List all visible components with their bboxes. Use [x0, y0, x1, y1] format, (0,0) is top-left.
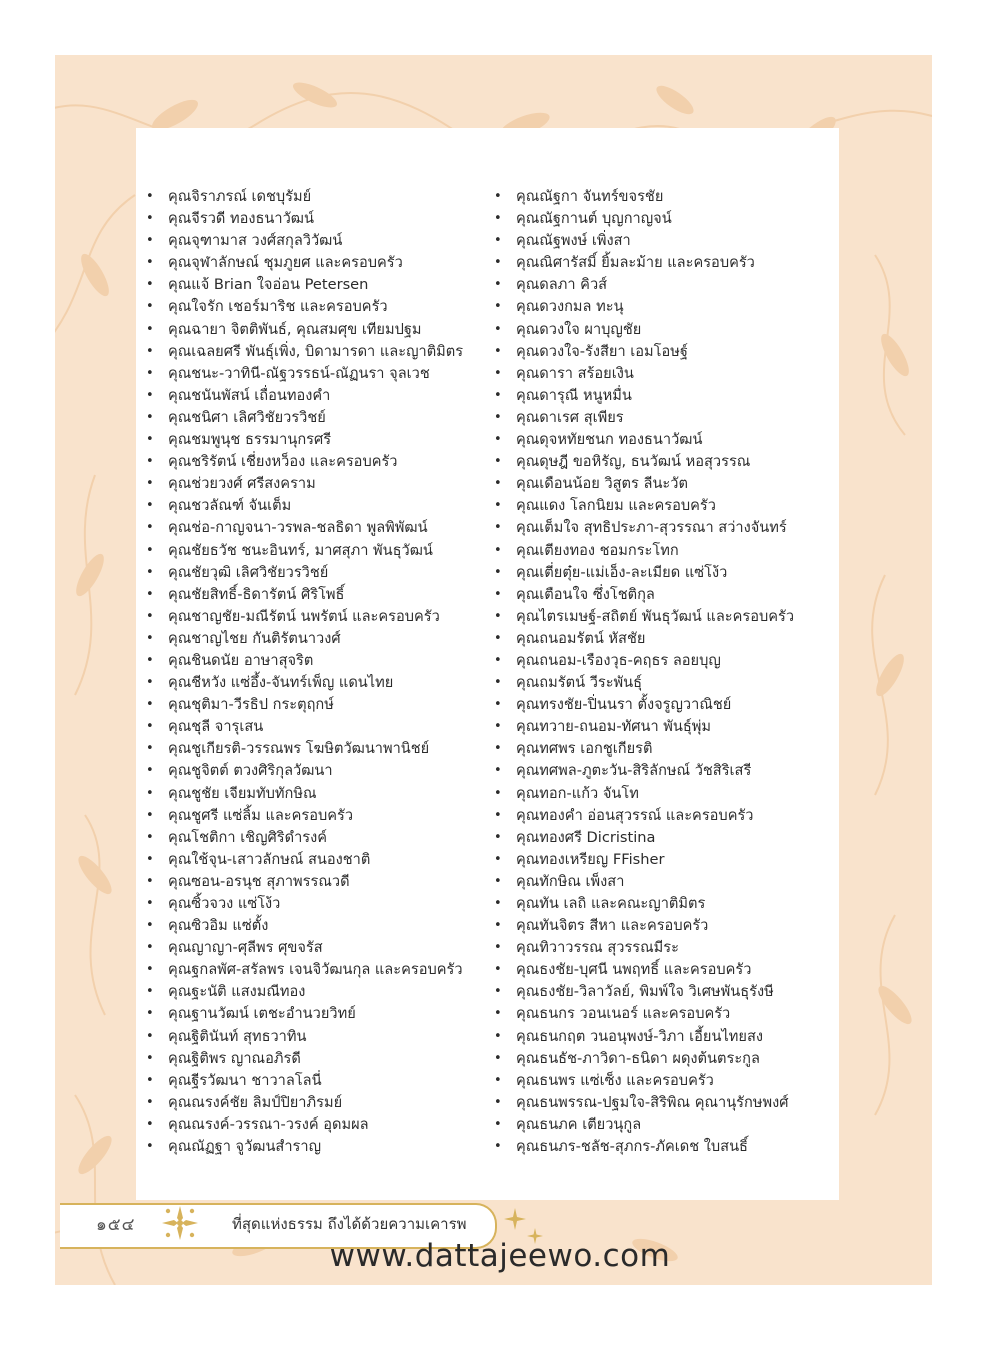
list-item: • คุณธนพรรณ-ปฐมใจ-สิริพิณ คุณานุรักษพงศ์ [494, 1092, 839, 1114]
list-item: • คุณชูชัย เจียมทับทักษิณ [146, 783, 491, 805]
list-item: • คุณธงชัย-บุศนี นพฤทธิ์ และครอบครัว [494, 959, 839, 981]
list-item: • คุณซิ้วจวง แซ่โง้ว [146, 893, 491, 915]
list-item: • คุณทอก-แก้ว จันโท [494, 783, 839, 805]
donor-list-left [146, 186, 491, 1158]
list-item: • คุณดารา สร้อยเงิน [494, 363, 839, 385]
list-item: • คุณโชติกา เชิญศิริดำรงค์ [146, 827, 491, 849]
list-item: • คุณณัฏฐา จูวัฒนสำราญ [146, 1136, 491, 1158]
list-item: • คุณฐะนัติ แสงมณีทอง [146, 981, 491, 1003]
list-item: • คุณธนกฤต วนอนุพงษ์-วิภา เอี้ยนไทยสง [494, 1026, 839, 1048]
list-item: • คุณณัฐกา จันทร์ขจรชัย [494, 186, 839, 208]
list-item: • คุณใช้จุน-เสาวลักษณ์ สนองชาติ [146, 849, 491, 871]
list-item: • คุณทศพล-ภูตะวัน-สิริลักษณ์ วัชสิริเสรี [494, 760, 839, 782]
list-item: • คุณชาญไชย กันติรัตนาวงศ์ [146, 628, 491, 650]
list-item: • คุณชัยวุฒิ เลิศวิชัยวรวิชย์ [146, 562, 491, 584]
list-item: • คุณชูเกียรติ-วรรณพร โฆษิตวัฒนาพานิชย์ [146, 738, 491, 760]
list-item: • คุณทศพร เอกชูเกียรติ [494, 738, 839, 760]
list-item: • คุณชริรัตน์ เชี่ยงหว็อง และครอบครัว [146, 451, 491, 473]
list-item: • คุณซอน-อรนุช สุภาพรรณวดี [146, 871, 491, 893]
list-item: • คุณทันจิตร สีหา และครอบครัว [494, 915, 839, 937]
list-item: • คุณจุฬาลักษณ์ ชุมภูยศ และครอบครัว [146, 252, 491, 274]
list-item: • คุณทักษิณ เพ็งสา [494, 871, 839, 893]
list-item: • คุณณรงค์-วรรณา-วรงค์ อุดมผล [146, 1114, 491, 1136]
list-item: • คุณณิศารัสมิ์ ยิ้มละม้าย และครอบครัว [494, 252, 839, 274]
list-item: • คุณทองศรี Dicristina [494, 827, 839, 849]
list-item: • คุณถนอม-เรืองวุธ-คฤธร ลอยบุญ [494, 650, 839, 672]
list-item: • คุณช่อ-กาญจนา-วรพล-ชลธิดา พูลพิพัฒน์ [146, 517, 491, 539]
list-item: • คุณธนกร วอนเนอร์ และครอบครัว [494, 1003, 839, 1025]
list-item: • คุณฐกลพัศ-สรัลพร เจนจิวัฒนกุล และครอบครัว [146, 959, 491, 981]
website-url: www.dattajeewo.com [329, 1238, 671, 1274]
list-item: • คุณธงชัย-วิลาวัลย์, พิมพ์ใจ วิเศษพันธุรังษี [494, 981, 839, 1003]
list-item: • คุณฉายา จิตติพันธ์, คุณสมศุข เทียมปฐม [146, 319, 491, 341]
list-item: • คุณณรงค์ชัย ลิมป์ปิยาภิรมย์ [146, 1092, 491, 1114]
list-item: • คุณแจ้ Brian ใจอ่อน Petersen [146, 274, 491, 296]
list-item: • คุณจุฑามาส วงศ์สกุลวิวัฒน์ [146, 230, 491, 252]
list-item: • คุณจีรวดี ทองธนาวัฒน์ [146, 208, 491, 230]
list-item: • คุณทวาย-ถนอม-ทัศนา พันธุ์พุ่ม [494, 716, 839, 738]
list-item: • คุณธนพร แซ่เซ็ง และครอบครัว [494, 1070, 839, 1092]
list-item: • คุณชินดนัย อาษาสุจริต [146, 650, 491, 672]
list-item: • คุณฐิติพร ญาณอภิรดี [146, 1048, 491, 1070]
list-item: • คุณชวลัณฑ์ จันเต็ม [146, 495, 491, 517]
flower-ornament-icon [160, 1204, 200, 1242]
list-item: • คุณฐานวัฒน์ เตชะอำนวยวิทย์ [146, 1003, 491, 1025]
list-item: • คุณดวงใจ ผาบุญชัย [494, 319, 839, 341]
list-item: • คุณดุษฎี ขอหิรัญ, ธนวัฒน์ หอสุวรรณ [494, 451, 839, 473]
list-item: • คุณชูศรี แซ่ลิ้ม และครอบครัว [146, 805, 491, 827]
list-item: • คุณดวงใจ-รังสียา เอมโอษฐ์ [494, 341, 839, 363]
list-item: • คุณชนะ-วาทินี-ณัฐวรรธน์-ณัฏนรา จุลเวช [146, 363, 491, 385]
list-item: • คุณชมพูนุช ธรรมานุกรศรี [146, 429, 491, 451]
list-item: • คุณญาญา-ศุลีพร ศุขจรัส [146, 937, 491, 959]
list-item: • คุณไตรเมษฐ์-สถิตย์ พันธุวัฒน์ และครอบครัว [494, 606, 839, 628]
list-item: • คุณซิวอิม แซ่ตั้ง [146, 915, 491, 937]
list-item: • คุณชนิศา เลิศวิชัยวรวิชย์ [146, 407, 491, 429]
list-item: • คุณทรงชัย-ปิ่นนรา ตั้งจรูญวาณิชย์ [494, 694, 839, 716]
list-item: • คุณดวงกมล ทะนุ [494, 296, 839, 318]
list-item: • คุณทองเหรียญ FFisher [494, 849, 839, 871]
list-item: • คุณชุติมา-วีรธิป กระตุฤกษ์ [146, 694, 491, 716]
list-item: • คุณเดือนน้อย วิสูตร ลีนะวัต [494, 473, 839, 495]
list-item: • คุณเตือนใจ ซึ่งโชติกุล [494, 584, 839, 606]
list-item: • คุณเตียงทอง ชอมกระโทก [494, 540, 839, 562]
list-item: • คุณทองคำ อ่อนสุวรรณ์ และครอบครัว [494, 805, 839, 827]
list-item: • คุณเตี่ยตุ๋ย-แม่เอ็ง-ละเมียด แซ่โง้ว [494, 562, 839, 584]
list-item: • คุณดลภา คิวส์ [494, 274, 839, 296]
list-item: • คุณดารุณี หนูหมื่น [494, 385, 839, 407]
list-item: • คุณฐิตินันท์ สุทธวาทิน [146, 1026, 491, 1048]
donor-list-right [494, 186, 839, 1158]
list-item: • คุณชาญชัย-มณีรัตน์ นพรัตน์ และครอบครัว [146, 606, 491, 628]
list-item: • คุณดาเรศ สุเพียร [494, 407, 839, 429]
list-item: • คุณใจรัก เชอร์มาริช และครอบครัว [146, 296, 491, 318]
list-item: • คุณฐีรวัฒนา ชาวาลโลนี่ [146, 1070, 491, 1092]
list-item: • คุณชัยสิทธิ์-ธิดารัตน์ ศิริโพธิ์ [146, 584, 491, 606]
list-item: • คุณช่วยวงศ์ ศรีสงคราม [146, 473, 491, 495]
list-item: • คุณถมรัตน์ วีระพันธุ์ [494, 672, 839, 694]
list-item: • คุณแดง โลกนิยม และครอบครัว [494, 495, 839, 517]
list-item: • คุณเต็มใจ สุทธิประภา-สุวรรณา สว่างจันทร์ [494, 517, 839, 539]
list-item: • คุณธนธัช-ภาวิดา-ธนิดา ผดุงต้นตระกูล [494, 1048, 839, 1070]
sparkle-icon [504, 1208, 526, 1230]
list-item: • คุณณัฐพงษ์ เพิ่งสา [494, 230, 839, 252]
list-item: • คุณชูจิตต์ ตวงศิริกุลวัฒนา [146, 760, 491, 782]
footer-caption: ที่สุดแห่งธรรม ถึงได้ด้วยความเคารพ [232, 1215, 467, 1233]
list-item: • คุณณัฐกานต์ บุญกาญจน์ [494, 208, 839, 230]
list-item: • คุณถนอมรัตน์ หัสชัย [494, 628, 839, 650]
list-item: • คุณชนันพัสน์ เถื่อนทองคำ [146, 385, 491, 407]
list-item: • คุณดุจหทัยชนก ทองธนาวัฒน์ [494, 429, 839, 451]
list-item: • คุณชัยธวัช ชนะอินทร์, มาศสุภา พันธุวัฒน์ [146, 540, 491, 562]
list-item: • คุณธนภร-ชลัช-สุภกร-ภัคเดช ใบสนธิ์ [494, 1136, 839, 1158]
list-item: • คุณเฉลยศรี พันธุ์เพิ่ง, บิดามารดา และญาติมิตร [146, 341, 491, 363]
list-item: • คุณธนภค เตียวนุกูล [494, 1114, 839, 1136]
list-item: • คุณทัน เลถิ และคณะญาติมิตร [494, 893, 839, 915]
page-number: ๑๕๔ [96, 1215, 136, 1235]
list-item: • คุณทิวาวรรณ สุวรรณมีระ [494, 937, 839, 959]
list-item: • คุณชุลี จารุเสน [146, 716, 491, 738]
list-item: • คุณชีหวัง แซ่อึ้ง-จันทร์เพ็ญ แดนไทย [146, 672, 491, 694]
list-item: • คุณจิราภรณ์ เดชบุรัมย์ [146, 186, 491, 208]
